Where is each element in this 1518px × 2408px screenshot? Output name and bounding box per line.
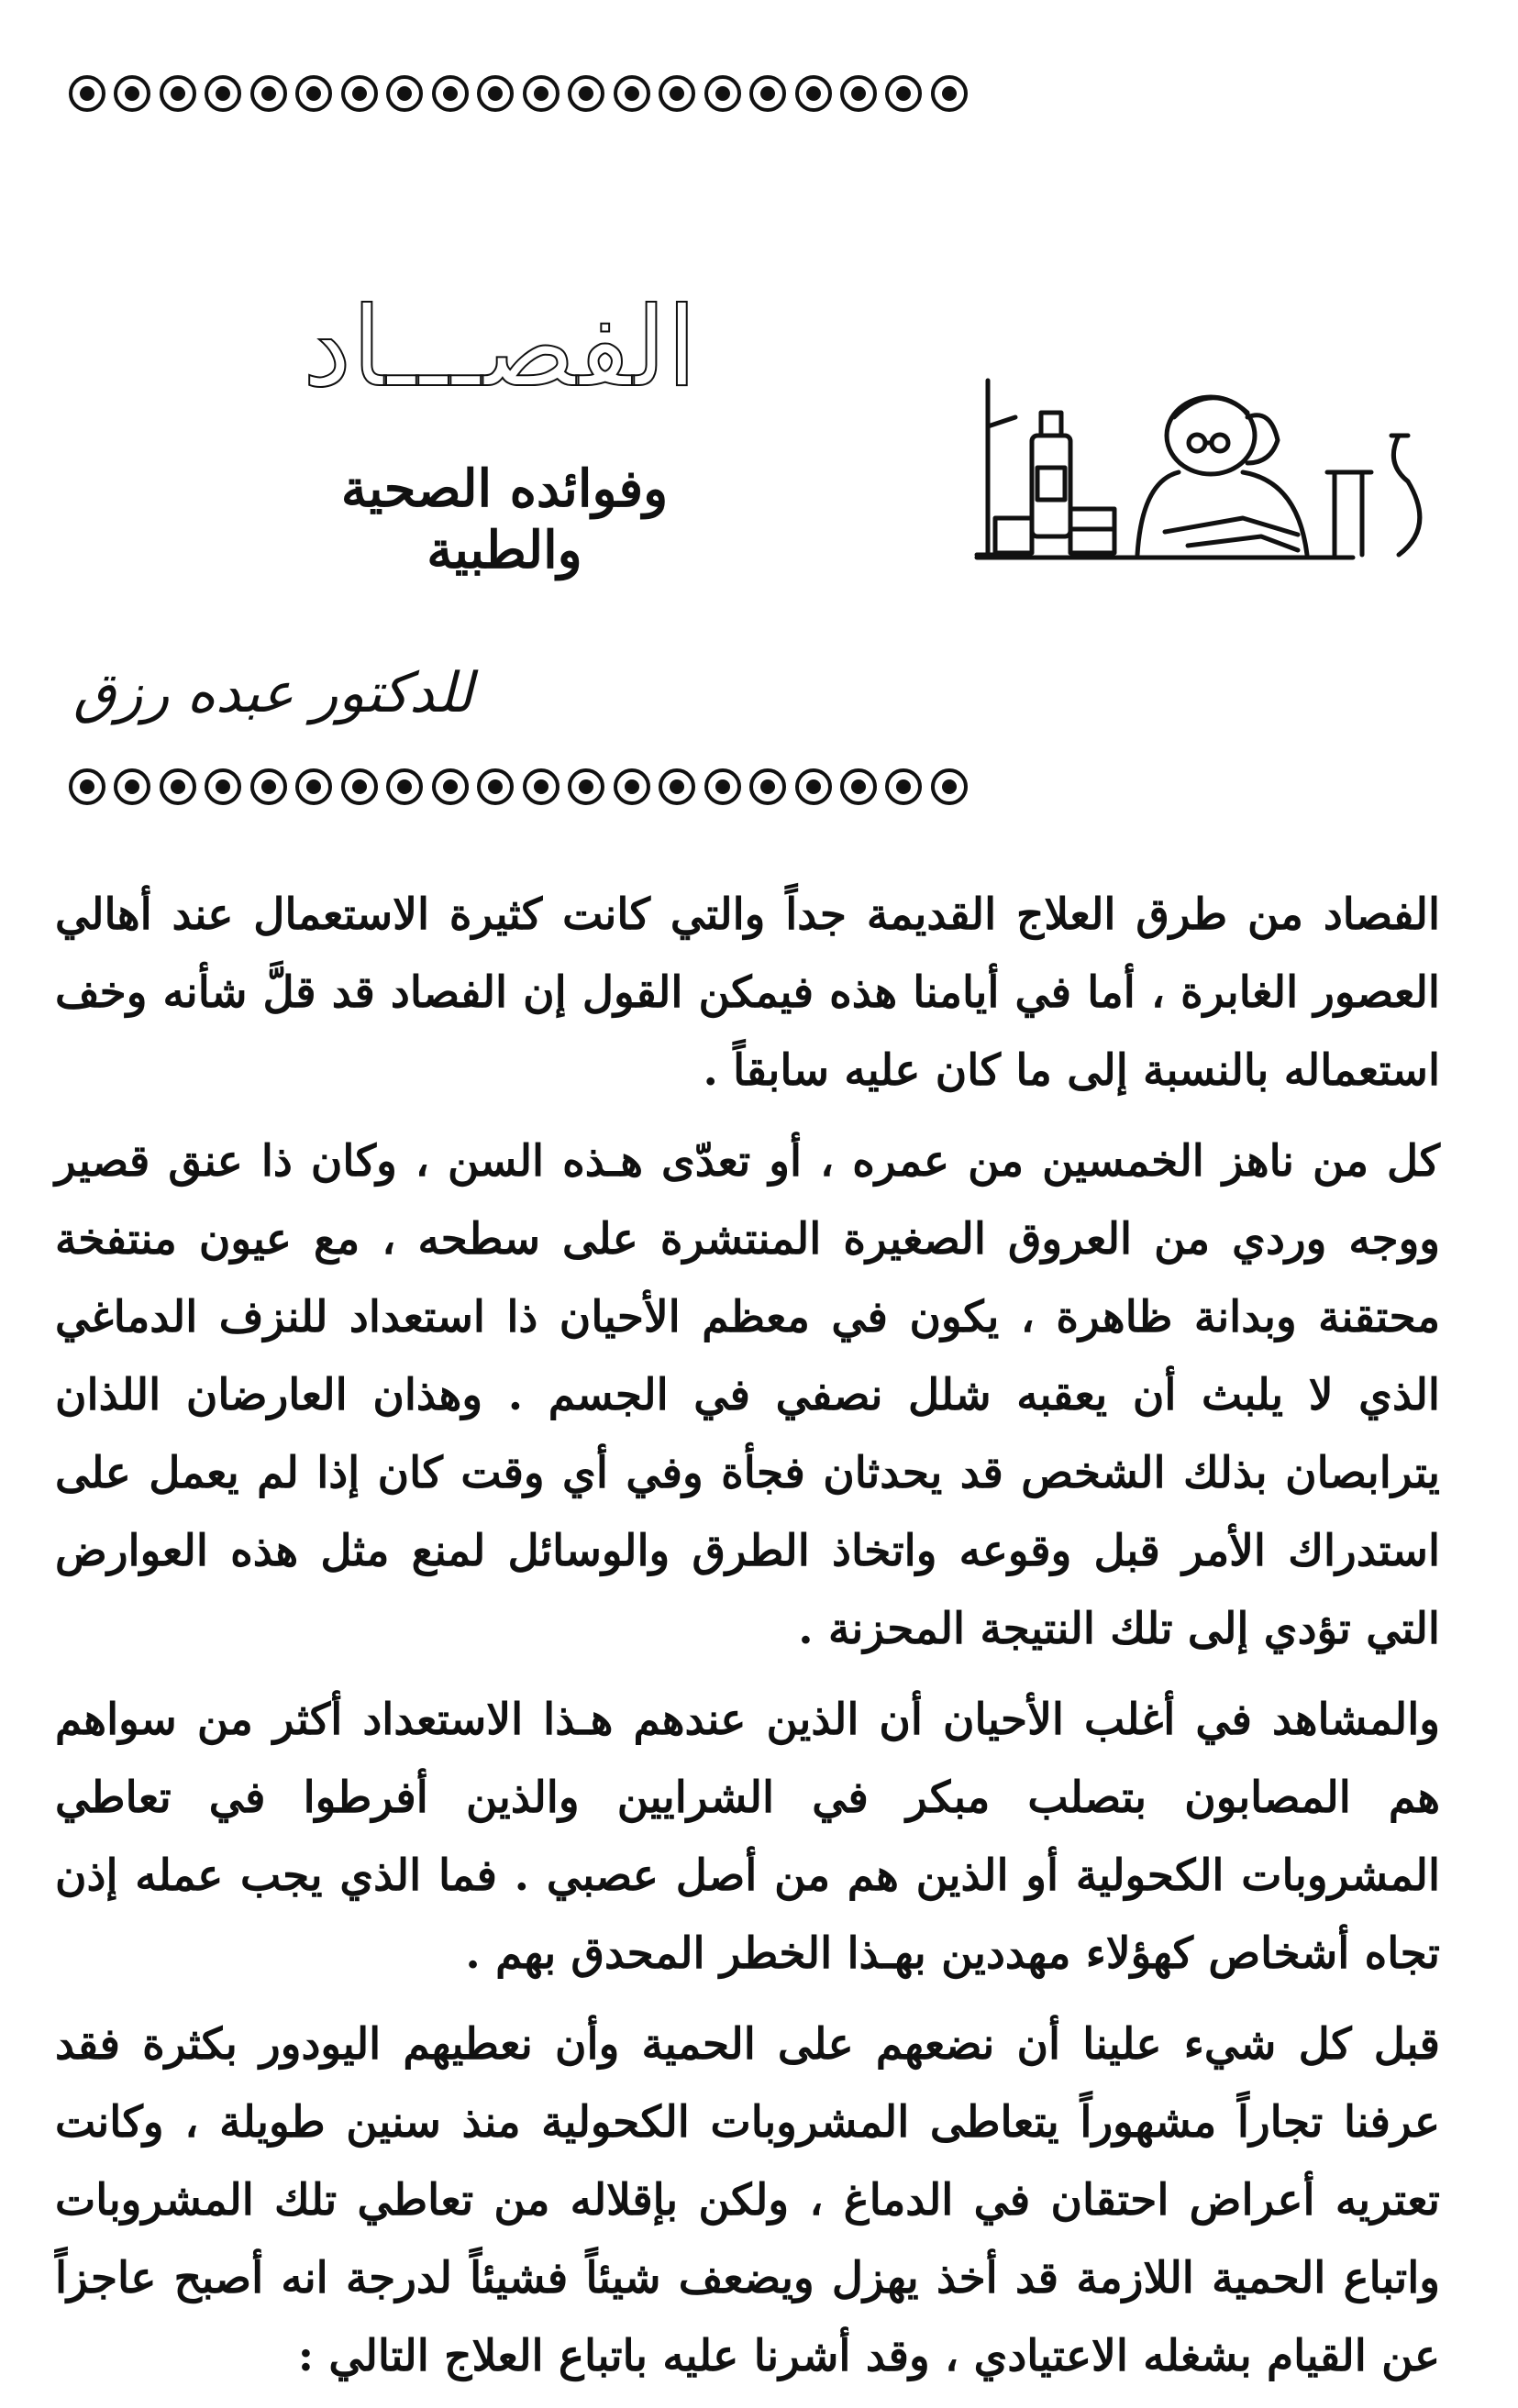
ring-ornament-icon [840, 75, 877, 112]
ring-ornament-icon [749, 75, 786, 112]
bottom-ring-border [69, 768, 968, 805]
ring-ornament-icon [69, 768, 105, 805]
ring-ornament-icon [205, 75, 241, 112]
ring-ornament-icon [114, 768, 150, 805]
ring-ornament-icon [704, 768, 741, 805]
ring-ornament-icon [432, 75, 469, 112]
ring-ornament-icon [931, 768, 968, 805]
ring-ornament-icon [885, 75, 922, 112]
ring-ornament-icon [250, 75, 287, 112]
ring-ornament-icon [749, 768, 786, 805]
ring-ornament-icon [931, 75, 968, 112]
ring-ornament-icon [295, 768, 332, 805]
ring-ornament-icon [160, 75, 196, 112]
paragraph-4: قبل كل شيء علينا أن نضعهم على الحمية وأن نعطيهم اليودور بكثرة فقد عرفنا تجاراً مشهوراً يتعاطى المشروبات الكحولية منذ سنين طويلة ، وكانت تعتريه أعراض احتقان في الدماغ ، ولكن بإقلاله من تعاطي تلك المشروبات واتباع الحمية اللازمة قد أخذ يهزل ويضعف شيئاً فشيئاً لدرجة انه أصبح عاجزاً عن القيام بشغله الاعتيادي ، وقد أشرنا عليه باتباع العلاج التالي : [55, 2019, 1440, 2381]
ring-ornament-icon [295, 75, 332, 112]
ring-ornament-icon [386, 75, 423, 112]
ring-ornament-icon [432, 768, 469, 805]
ring-ornament-icon [477, 75, 514, 112]
article-body [55, 876, 1440, 2408]
ring-ornament-icon [341, 768, 378, 805]
ring-ornament-icon [160, 768, 196, 805]
doctor-at-desk-illustration [968, 371, 1445, 573]
ring-ornament-icon [477, 768, 514, 805]
ring-ornament-icon [568, 768, 604, 805]
ring-ornament-icon [795, 768, 832, 805]
ring-ornament-icon [386, 768, 423, 805]
ring-ornament-icon [614, 75, 650, 112]
ring-ornament-icon [568, 75, 604, 112]
ring-ornament-icon [205, 768, 241, 805]
ring-ornament-icon [659, 75, 695, 112]
ring-ornament-icon [614, 768, 650, 805]
ring-ornament-icon [523, 768, 560, 805]
ring-ornament-icon [795, 75, 832, 112]
article-subtitle: وفوائده الصحية والطبية [340, 458, 669, 581]
ring-ornament-icon [250, 768, 287, 805]
article-title: الفصـــاد [302, 284, 697, 413]
ring-ornament-icon [885, 768, 922, 805]
paragraph-3: والمشاهد في أغلب الأحيان أن الذين عندهم هـذا الاستعداد أكثر من سواهم هم المصابون بتصلب مبكر في الشرايين والذين أفرطوا في تعاطي المشروبات الكحولية أو الذين هم من أصل عصبي . فما الذي يجب عمله إذن تجاه أشخاص كهؤلاء مهددين بهـذا الخطر المحدق بهم . [55, 1695, 1440, 1979]
paragraph-2: كل من ناهز الخمسين من عمره ، أو تعدّى هـذه السن ، وكان ذا عنق قصير ووجه وردي من العروق الصغيرة المنتشرة على سطحه ، مع عيون منتفخة محتقنة وبدانة ظاهرة ، يكون في معظم الأحيان ذا استعداد للنزف الدماغي الذي لا يلبث أن يعقبه شلل نصفي في الجسم . وهذان العارضان اللذان يترابصان بذلك الشخص قد يحدثان فجأة وفي أي وقت كان إذا لم يعمل على استدراك الأمر قبل وقوعه واتخاذ الطرق والوسائل لمنع مثل هذه العوارض التي تؤدي إلى تلك النتيجة المحزنة . [55, 1136, 1440, 1654]
ring-ornament-icon [523, 75, 560, 112]
ring-ornament-icon [69, 75, 105, 112]
ring-ornament-icon [659, 768, 695, 805]
author-byline: للدكتور عبده رزق [73, 661, 473, 725]
paragraph-1: الفصاد من طرق العلاج القديمة جداً والتي كانت كثيرة الاستعمال عند أهالي العصور الغابرة ، أما في أيامنا هذه فيمكن القول إن الفصاد قد قلَّ شأنه وخف استعماله بالنسبة إلى ما كان عليه سابقاً . [55, 889, 1440, 1096]
ring-ornament-icon [840, 768, 877, 805]
ring-ornament-icon [114, 75, 150, 112]
top-ring-border [69, 75, 968, 112]
ring-ornament-icon [704, 75, 741, 112]
ring-ornament-icon [341, 75, 378, 112]
